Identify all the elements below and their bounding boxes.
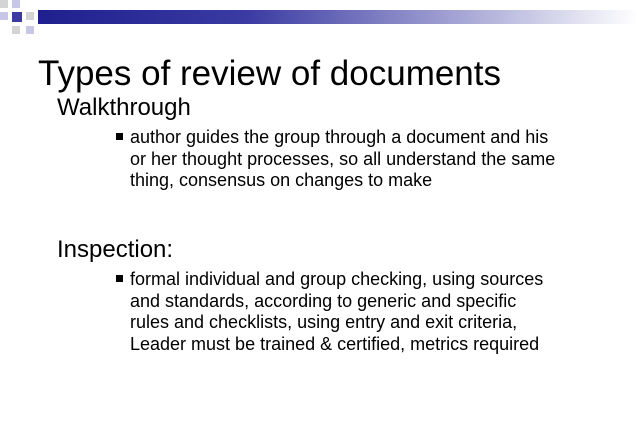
square-bullet-icon [116, 275, 123, 282]
deco-square [26, 12, 34, 20]
deco-square [26, 26, 34, 34]
bullet-line: author guides the group through a document and his [130, 127, 549, 147]
section-heading-inspection: Inspection: [57, 236, 174, 263]
bullet-line: thing, consensus on changes to make [130, 170, 433, 190]
bullet-line: formal individual and group checking, using sources [130, 269, 544, 289]
square-bullet-icon [116, 133, 123, 140]
deco-square [0, 12, 8, 20]
header-decoration [0, 0, 638, 40]
slide-title: Types of review of documents [38, 54, 501, 93]
deco-square [12, 26, 20, 34]
header-gradient-band [38, 10, 638, 24]
deco-square [12, 12, 22, 22]
bullet-line: rules and checklists, using entry and exit criteria, [130, 312, 518, 332]
section-heading-walkthrough: Walkthrough [57, 94, 191, 121]
bullet-text [130, 127, 555, 192]
bullet-line: or her thought processes, so all understand the same [130, 148, 556, 169]
bullet-line: and standards, according to generic and specific [130, 290, 517, 311]
bullet-line: Leader must be trained & certified, metrics required [130, 333, 540, 354]
deco-square [12, 0, 20, 8]
deco-square [0, 0, 8, 8]
bullet-text [130, 269, 543, 355]
